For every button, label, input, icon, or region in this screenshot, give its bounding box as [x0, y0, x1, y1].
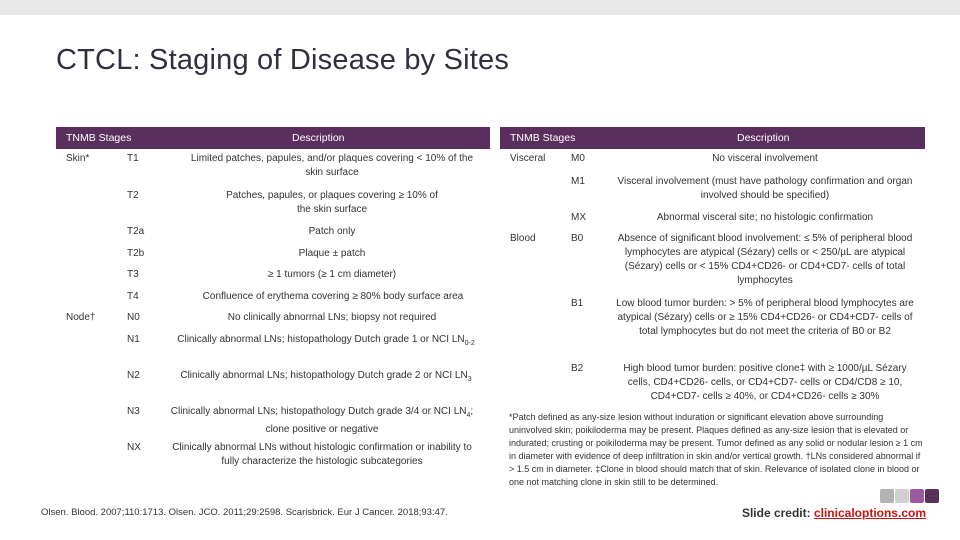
left-desc-subscript: 3	[467, 376, 472, 383]
left-stage: T2b	[127, 248, 145, 259]
left-desc-text: Clinically abnormal LNs; histopathology Dutch grade 2 or NCI LN	[180, 370, 468, 381]
left-header-description: Description	[292, 132, 345, 144]
skin-label: Skin*	[66, 153, 90, 164]
left-desc	[176, 333, 476, 351]
left-desc: Plaque ± patch	[298, 248, 366, 259]
left-desc	[176, 369, 476, 387]
left-stage: NX	[127, 442, 141, 453]
left-stage: T2	[127, 190, 139, 201]
left-desc-subscript: 0-2	[464, 340, 475, 347]
left-desc: No clinically abnormal LNs; biopsy not required	[227, 312, 437, 323]
slide-credit-label: Slide credit:	[741, 506, 814, 520]
right-header-stages: TNMB Stages	[510, 132, 576, 144]
right-stage: B2	[571, 363, 584, 374]
blood-label: Blood	[510, 233, 536, 244]
visceral-label: Visceral	[510, 153, 546, 164]
left-stage: T4	[127, 291, 139, 302]
left-stage: N0	[127, 312, 140, 323]
left-desc: Patches, papules, or plaques covering ≥ 10% of the skin surface	[226, 190, 438, 215]
left-stage: N2	[127, 370, 140, 381]
logo-square	[880, 489, 894, 503]
clinical-care-options-logo	[880, 489, 940, 503]
left-desc: Limited patches, papules, and/or plaques covering < 10% of the skin surface	[190, 153, 474, 178]
left-desc-text: Clinically abnormal LNs; histopathology Dutch grade 3/4 or NCI LN	[170, 406, 467, 417]
left-table-header	[56, 127, 490, 149]
right-desc: Absence of significant blood involvement: ≤ 5% of peripheral blood lymphocytes are atypical (Sézary) cells or < 250/µL are atypical (Sézary) cells or < 15% CD4+CD26- or CD4+CD7- cells of total lymphocytes	[617, 233, 913, 286]
logo-square	[895, 489, 909, 503]
left-header-stages: TNMB Stages	[66, 132, 132, 144]
left-desc-text: ; clone positive or negative	[265, 406, 474, 435]
right-stage: MX	[571, 212, 586, 223]
logo-square	[910, 489, 924, 503]
node-label: Node†	[66, 312, 96, 323]
left-stage: T2a	[127, 226, 145, 237]
citation: Olsen. Blood. 2007;110:1713. Olsen. JCO. 2011;29:2598. Scarisbrick. Eur J Cancer. 2018;93:47.	[41, 507, 448, 518]
left-stage: N1	[127, 334, 140, 345]
right-stage: B0	[571, 233, 584, 244]
left-desc-subscript: 4	[466, 412, 471, 419]
left-stage: T1	[127, 153, 139, 164]
left-desc: Patch only	[308, 226, 356, 237]
right-stage: M0	[571, 153, 585, 164]
slide-credit	[742, 506, 926, 520]
right-table-header	[500, 127, 925, 149]
right-desc: Visceral involvement (must have pathology confirmation and organ involved should be specified)	[617, 176, 913, 201]
left-desc: Confluence of erythema covering ≥ 80% body surface area	[202, 291, 464, 302]
right-desc: Low blood tumor burden: > 5% of peripheral blood lymphocytes are atypical (Sézary) cells or ≥ 15% CD4+CD26- or CD4+CD7- cells of total lymphocytes but do not meet the criteria of B0 or B2	[616, 298, 914, 337]
logo-square	[925, 489, 939, 503]
top-band	[0, 0, 960, 15]
left-desc	[170, 405, 474, 437]
right-stage: B1	[571, 298, 584, 309]
left-desc: Clinically abnormal LNs without histologic confirmation or inability to fully characterize the histologic subcategories	[172, 442, 472, 467]
right-desc: Abnormal visceral site; no histologic confirmation	[656, 212, 874, 223]
right-desc: High blood tumor burden: positive clone‡ with ≥ 1000/µL Sézary cells, CD4+CD26- cells, or CD4+CD7- cells or CD4/CD8 ≥ 10, CD4+CD7- cells ≥ 40%, or CD4+CD26- cells ≥ 30%	[623, 363, 907, 402]
page-title: CTCL: Staging of Disease by Sites	[56, 44, 510, 76]
left-stage: N3	[127, 406, 140, 417]
slide-credit-link[interactable]: clinicaloptions.com	[813, 506, 926, 520]
left-desc-text: Clinically abnormal LNs; histopathology Dutch grade 1 or NCI LN	[177, 334, 465, 345]
right-desc: No visceral involvement	[712, 153, 818, 164]
left-desc: ≥ 1 tumors (≥ 1 cm diameter)	[267, 269, 397, 280]
left-stage: T3	[127, 269, 139, 280]
right-header-description: Description	[737, 132, 790, 144]
footnote: *Patch defined as any-size lesion without induration or significant elevation above surrounding uninvolved skin; poikiloderma may be present. Plaques defined as any-size lesion that is elevated or indurated; crusting or poikiloderma may be present. Tumor defined as any solid or nodular lesion ≥ 1 cm in diameter with evidence of deep infiltration in skin and/or vertical growth. †LNs considered abnormal if > 1.5 cm in diameter. ‡Clone in blood should match that of skin. Relevance of isolated clone in blood or one not matching clone in skin still to be determined.	[509, 412, 923, 487]
right-stage: M1	[571, 176, 585, 187]
